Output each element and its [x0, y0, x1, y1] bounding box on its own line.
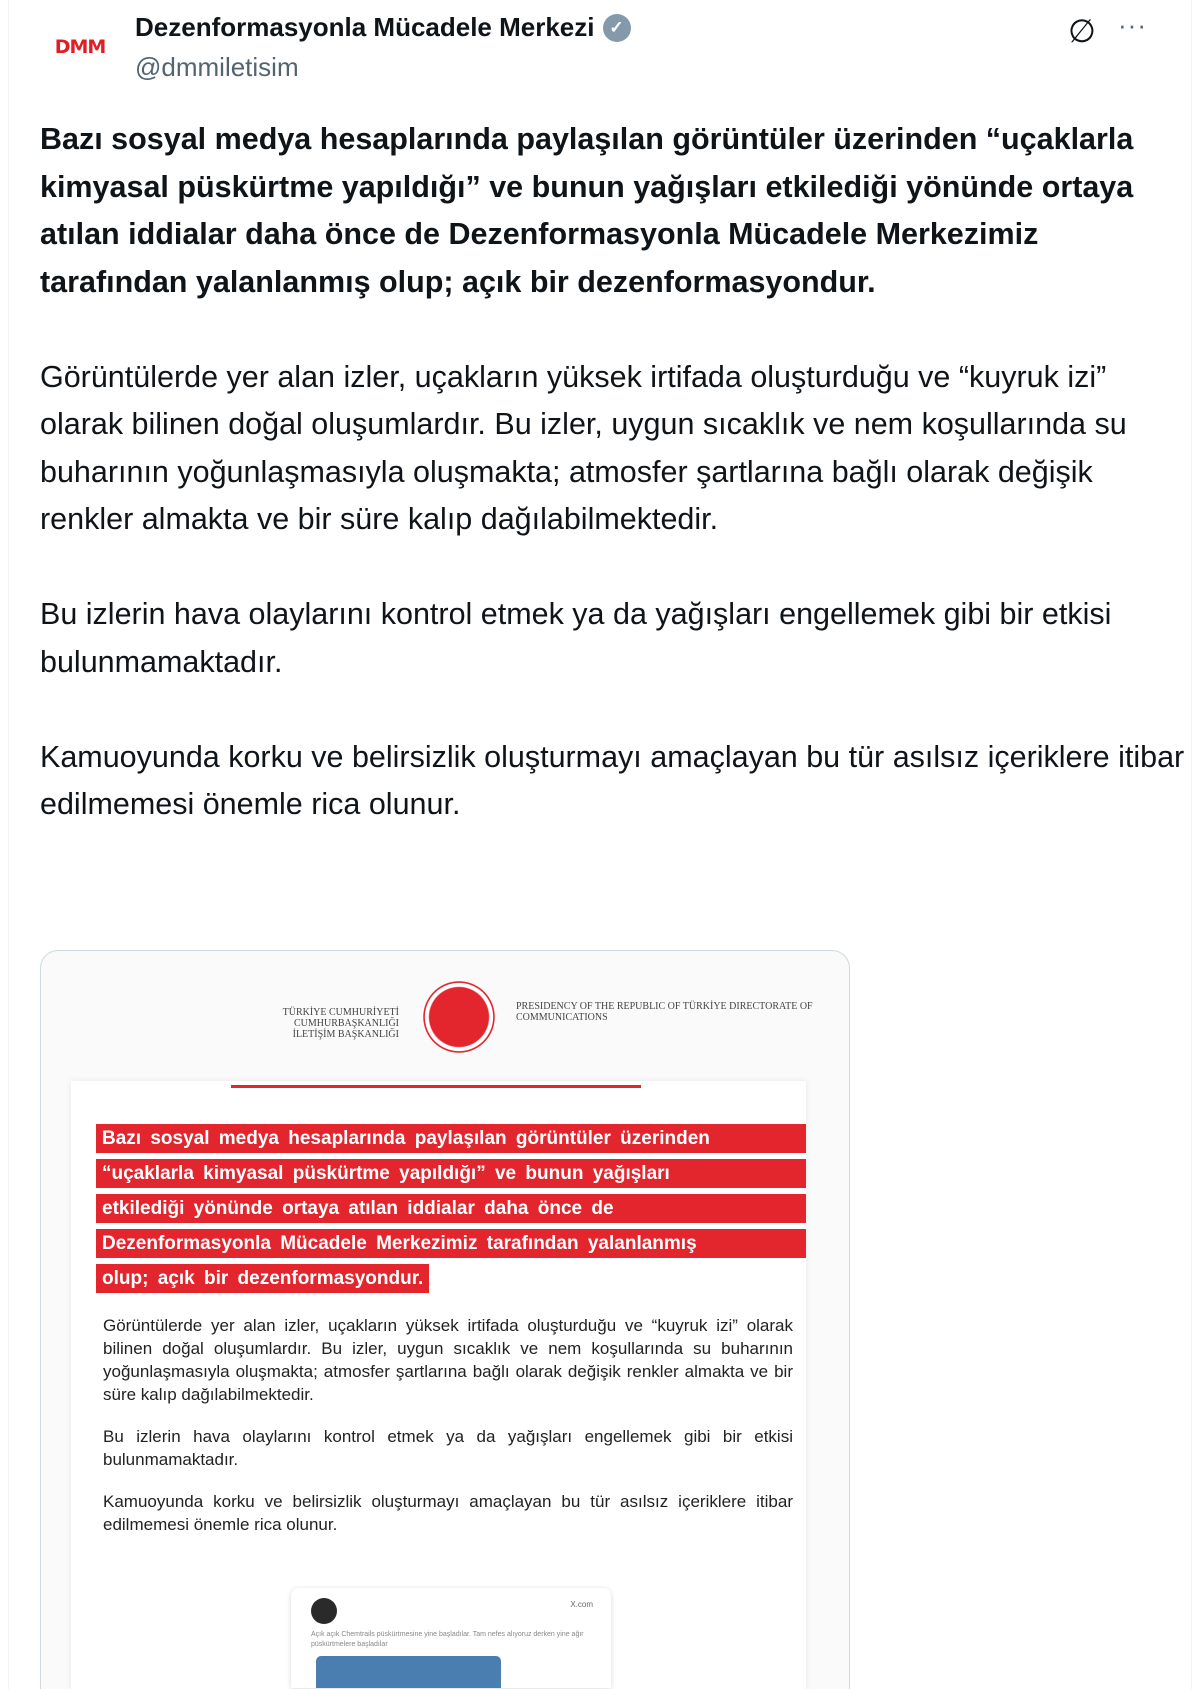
- headline-line: etkilediği yönünde ortaya atılan iddialar daha önce de: [96, 1194, 806, 1223]
- more-options-button[interactable]: ···: [1118, 10, 1147, 40]
- seal-logo-icon: [421, 979, 497, 1055]
- poster-text: [103, 1314, 793, 1536]
- headline-line: “uçaklarla kimyasal püskürtme yapıldığı” ve bunun yağışları: [96, 1159, 806, 1188]
- author-name[interactable]: [135, 12, 631, 43]
- tweet-paragraph: Görüntülerde yer alan izler, uçakların yüksek irtifada oluşturduğu ve “kuyruk izi” olarak bilinen doğal oluşumlardır. Bu izler, uygun sıcaklık ve nem koşullarında su buharının yoğunlaşmasıyla oluşmakta; atmosfer şartlarına bağlı olarak değişik renkler almakta ve bir süre kalıp dağılabilmektedir.: [40, 359, 1127, 536]
- tweet-paragraph: Kamuoyunda korku ve belirsizlik oluşturmayı amaçlayan bu tür asılsız içeriklere itibar edilmemesi önemle rica olunur.: [40, 739, 1185, 821]
- tweet-paragraph: Bu izlerin hava olaylarını kontrol etmek ya da yağışları engellemek gibi bir etkisi bulunmamaktadır.: [40, 597, 1112, 679]
- embedded-text: Açık açık Chemtrails püskürtmesine yine başladılar. Tam nefes alıyoruz derken yine ağır püskürtmelere başladılar: [311, 1631, 584, 1648]
- grok-icon[interactable]: ∅: [1068, 13, 1096, 49]
- embedded-avatar: [311, 1598, 337, 1624]
- poster: [71, 1081, 806, 1689]
- poster-paragraph: Kamuoyunda korku ve belirsizlik oluşturmayı amaçlayan bu tür asılsız içeriklere itibar edilmemesi önemle rica olunur.: [103, 1492, 793, 1534]
- headline: [96, 1124, 806, 1293]
- avatar[interactable]: DMM: [54, 36, 106, 58]
- verified-badge-icon: ✓: [603, 14, 631, 42]
- poster-paragraph: Görüntülerde yer alan izler, uçakların yüksek irtifada oluşturduğu ve “kuyruk izi” olarak bilinen doğal oluşumlardır. Bu izler, uygun sıcaklık ve nem koşullarında su buharının yoğunlaşmasıyla oluşmakta; atmosfer şartlarına bağlı olarak değişik renkler almakta ve bir süre kalıp dağılabilmektedir.: [103, 1316, 793, 1404]
- divider: [231, 1085, 641, 1088]
- headline-line: Dezenformasyonla Mücadele Merkezimiz tarafından yalanlanmış: [96, 1229, 806, 1258]
- embedded-tweet: [291, 1588, 611, 1688]
- tweet-text: [40, 116, 1190, 829]
- tweet-image[interactable]: [40, 950, 850, 1689]
- logo-right-text: PRESIDENCY OF THE REPUBLIC OF TÜRKİYE DIRECTORATE OF COMMUNICATIONS: [516, 1001, 813, 1023]
- author-name-text: Dezenformasyonla Mücadele Merkezi: [135, 12, 595, 42]
- author-handle[interactable]: @dmmiletisim: [135, 52, 299, 82]
- embedded-image: [316, 1656, 501, 1688]
- logo-left-text: TÜRKİYE CUMHURİYETİ CUMHURBAŞKANLIĞI İLETİŞİM BAŞKANLIĞI: [282, 1007, 399, 1040]
- embedded-source: X.com: [570, 1600, 593, 1609]
- headline-line: olup; açık bir dezenformasyondur.: [96, 1264, 429, 1293]
- headline-line: Bazı sosyal medya hesaplarında paylaşılan görüntüler üzerinden: [96, 1124, 806, 1153]
- tweet-paragraph: Bazı sosyal medya hesaplarında paylaşılan görüntüler üzerinden “uçaklarla kimyasal püskürtme yapıldığı” ve bunun yağışları etkilediği yönünde ortaya atılan iddialar daha önce de Dezenformasyonla Mücadele Merkezimiz tarafından yalanlanmış olup; açık bir dezenformasyondur.: [40, 122, 1134, 299]
- poster-paragraph: Bu izlerin hava olaylarını kontrol etmek ya da yağışları engellemek gibi bir etkisi bulunmamaktadır.: [103, 1427, 793, 1469]
